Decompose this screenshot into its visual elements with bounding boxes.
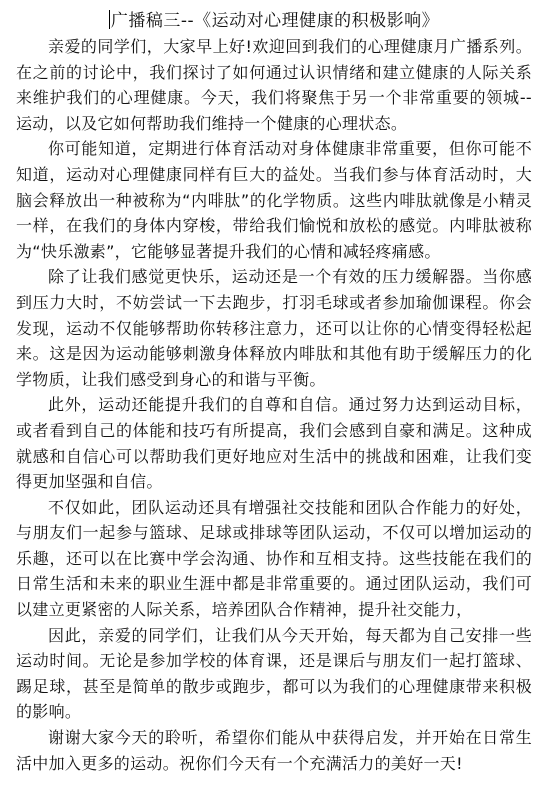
- paragraph-call-to-action: 因此，亲爱的同学们，让我们从今天开始，每天都为自己安排一些运动时间。无论是参加学校的体育课，还是课后与朋友们一起打篮球、踢足球，甚至是简单的散步或跑步，都可以为我们的心理健康带来积极的影响。: [16, 625, 532, 722]
- paragraph-greeting: 亲爱的同学们，大家早上好!欢迎回到我们的心理健康月广播系列。在之前的讨论中，我们探讨了如何通过认识情绪和建立健康的人际关系来维护我们的心理健康。今天，我们将聚焦于另一个非常重要的领城--运动，以及它如何帮助我们维持一个健康的心理状态。: [16, 37, 532, 133]
- paragraph-stress-relief: 除了让我们感觉更快乐，运动还是一个有效的压力缓解器。当你感到压力大时，不妨尝试一下去跑步，打羽毛球或者参加瑜伽课程。你会发现，运动不仅能够帮助你转移注意力，还可以让你的心情变得轻松起来。这是因为运动能够刺激身体释放内啡肽和其他有助于缓解压力的化学物质，让我们感受到身心的和谐与平衡。: [16, 267, 532, 389]
- paragraph-self-esteem: 此外，运动还能提升我们的自尊和自信。通过努力达到运动目标，或者看到自己的体能和技巧有所提高，我们会感到自豪和满足。这种成就感和自信心可以帮助我们更好地应对生活中的挑战和困难，让我们变得更加坚强和自信。: [16, 395, 532, 492]
- paragraph-closing: 谢谢大家今天的聆听，希望你们能从中获得启发，并开始在日常生活中加入更多的运动。祝你们今天有一个充满活力的美好一天!: [16, 728, 532, 773]
- paragraph-endorphins: 你可能知道，定期进行体育活动对身体健康非常重要，但你可能不知道，运动对心理健康同样有巨大的益处。当我们参与体育活动时，大脑会释放出一种被称为“内啡肽”的化学物质。这些内啡肽就像是小精灵一样，在我们的身体内穿梭，带给我们愉悦和放松的感觉。内啡肽被称为“快乐激素”，它能够显著提升我们的心情和减轻疼痛感。: [16, 139, 532, 261]
- document-page: [16, 8, 532, 776]
- text-cursor: [109, 10, 110, 29]
- document-title: 广播稿三--《运动对心理健康的积极影响》: [110, 11, 440, 31]
- paragraph-team-sports: 不仅如此，团队运动还具有增强社交技能和团队合作能力的好处，与朋友们一起参与篮球、足球或排球等团队运动，不仅可以增加运动的乐趣，还可以在比赛中学会沟通、协作和互相支持。这些技能在我们的日常生活和未来的职业生涯中都是非常重要的。通过团队运动，我们可以建立更紧密的人际关系，培养团队合作精神，提升社交能力，: [16, 497, 532, 620]
- title-row: [16, 8, 532, 34]
